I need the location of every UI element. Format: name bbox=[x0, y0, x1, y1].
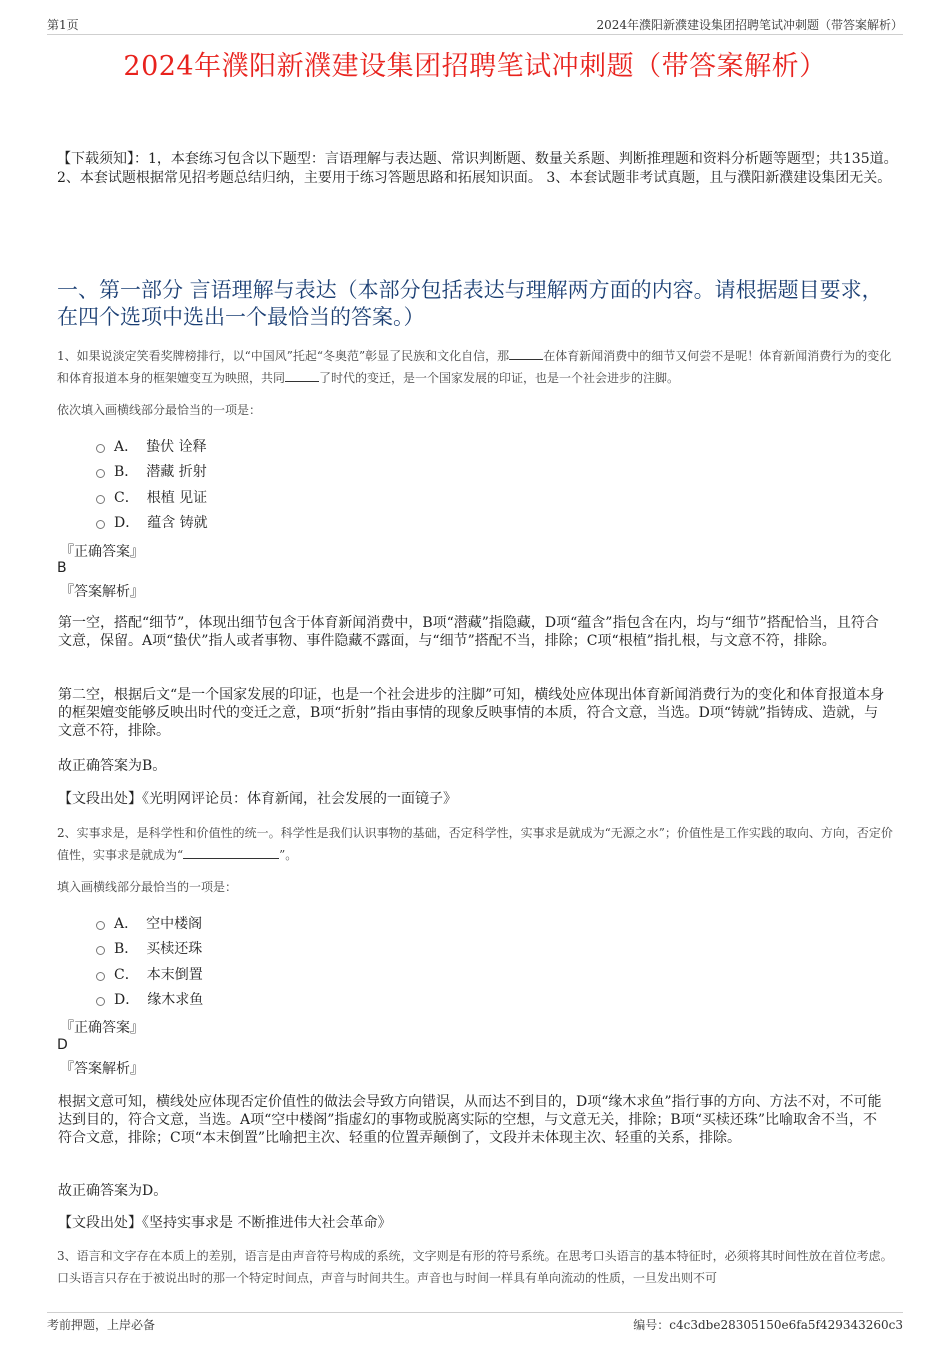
option-c[interactable]: C． 本末倒置 bbox=[96, 961, 203, 987]
radio-icon[interactable] bbox=[96, 495, 105, 504]
question-1-text: 1、如果说淡定笑看奖牌榜排行，以“中国风”托起“冬奥范”彰显了民族和文化自信，那 在体育新闻消费中的细节又何尝不是呢！体育新闻消费行为的变化和体育报道本身的框架嬗变互为映照，共同 了时代的变迁，是一个国家发展的印证，也是一个社会进步的注脚。 bbox=[57, 349, 892, 385]
analysis-label: 『答案解析』 bbox=[60, 584, 144, 600]
analysis-conclusion: 故正确答案为B。 bbox=[58, 758, 167, 774]
analysis-conclusion: 故正确答案为D。 bbox=[58, 1183, 168, 1199]
question-2-options bbox=[96, 910, 203, 1012]
question-2-instruction: 填入画横线部分最恰当的一项是： bbox=[57, 880, 238, 894]
analysis-label: 『答案解析』 bbox=[60, 1061, 144, 1077]
footer-slogan: 考前押题，上岸必备 bbox=[47, 1318, 156, 1332]
correct-answer-value: B bbox=[57, 560, 67, 576]
fill-blank bbox=[285, 369, 319, 382]
question-1-instruction: 依次填入画横线部分最恰当的一项是： bbox=[57, 403, 262, 417]
option-a[interactable]: A． 空中楼阁 bbox=[96, 910, 203, 936]
radio-icon[interactable] bbox=[96, 469, 105, 478]
radio-icon[interactable] bbox=[96, 520, 105, 529]
correct-answer-label: 『正确答案』 bbox=[60, 1020, 144, 1036]
analysis-paragraph: 根据文意可知，横线处应体现否定价值性的做法会导致方向错误，从而达不到目的，D项“缘木求鱼”指行事的方向、方法不对，不可能达到目的，符合文意，当选。A项“空中楼阁”指虚幻的事物或脱离实际的空想，与文意无关，排除；B项“买椟还珠”比喻取舍不当，不符合文意，排除；C项“本末倒置”比喻把主次、轻重的位置弄颠倒了，文段并未体现主次、轻重的关系，排除。 bbox=[58, 1094, 882, 1146]
radio-icon[interactable] bbox=[96, 921, 105, 930]
header-doc-title: 2024年濮阳新濮建设集团招聘笔试冲刺题（带答案解析） bbox=[596, 18, 903, 32]
analysis-paragraph: 第二空，根据后文“是一个国家发展的印证，也是一个社会进步的注脚”可知，横线处应体现出体育新闻消费行为的变化和体育报道本身的框架嬗变能够反映出时代的变迁之意，B项“折射”指由事情的现象反映事情的本质，符合文意，当选。D项“铸就”指铸成、造就，与文意不符，排除。 bbox=[58, 687, 885, 739]
correct-answer-label: 『正确答案』 bbox=[60, 544, 144, 560]
section-heading: 一、第一部分 言语理解与表达（本部分包括表达与理解两方面的内容。请根据题目要求，在四个选项中选出一个最恰当的答案。） bbox=[57, 278, 883, 329]
option-a[interactable]: A． 蛰伏 诠释 bbox=[96, 433, 208, 459]
radio-icon[interactable] bbox=[96, 972, 105, 981]
page-number: 第1页 bbox=[47, 18, 79, 32]
source-citation: 【文段出处】《坚持实事求是 不断推进伟大社会革命》 bbox=[58, 1215, 392, 1231]
question-3-text: 3、语言和文字存在本质上的差别，语言是由声音符号构成的系统，文字则是有形的符号系统。在思考口头语言的基本特征时，必须将其时间性放在首位考虑。口头语言只存在于被说出时的那一个特定时间点，声音与时间共生。声音也与时间一样具有单向流动的性质，一旦发出则不可 bbox=[57, 1249, 893, 1285]
analysis-paragraph: 第一空，搭配“细节”，体现出细节包含于体育新闻消费中，B项“潜藏”指隐藏，D项“蕴含”指包含在内，均与“细节”搭配恰当，且符合文意，保留。A项“蛰伏”指人或者事物、事件隐藏不露面，与“细节”搭配不当，排除；C项“根植”指扎根，与文意不符，排除。 bbox=[58, 615, 879, 649]
download-notice: 【下载须知】：1，本套练习包含以下题型：言语理解与表达题、常识判断题、数量关系题、判断推理题和资料分析题等题型；共135道。 2、本套试题根据常见招考题总结归纳，主要用于练习答题思路和拓展知识面。 3、本套试题非考试真题，且与濮阳新濮建设集团无关。 bbox=[57, 151, 898, 186]
correct-answer-value: D bbox=[57, 1037, 68, 1053]
fill-blank bbox=[509, 347, 543, 360]
option-d[interactable]: D． 蕴含 铸就 bbox=[96, 510, 208, 536]
source-citation: 【文段出处】《光明网评论员：体育新闻，社会发展的一面镜子》 bbox=[58, 791, 457, 807]
document-title: 2024年濮阳新濮建设集团招聘笔试冲刺题（带答案解析） bbox=[123, 51, 827, 82]
option-c[interactable]: C． 根植 见证 bbox=[96, 484, 208, 510]
page-footer bbox=[47, 1312, 903, 1332]
question-1-options bbox=[96, 433, 208, 535]
option-d[interactable]: D． 缘木求鱼 bbox=[96, 987, 203, 1013]
radio-icon[interactable] bbox=[96, 997, 105, 1006]
option-b[interactable]: B． 潜藏 折射 bbox=[96, 459, 208, 485]
option-b[interactable]: B． 买椟还珠 bbox=[96, 936, 203, 962]
fill-blank bbox=[183, 846, 279, 859]
footer-serial: 编号：c4c3dbe28305150e6fa5f429343260c3 bbox=[633, 1318, 903, 1332]
radio-icon[interactable] bbox=[96, 444, 105, 453]
radio-icon[interactable] bbox=[96, 946, 105, 955]
question-2-text: 2、实事求是，是科学性和价值性的统一。科学性是我们认识事物的基础，否定科学性，实事求是就成为“无源之水”；价值性是工作实践的取向、方向，否定价值性，实事求是就成为“ ”。 bbox=[57, 826, 893, 862]
page-header bbox=[47, 14, 903, 35]
